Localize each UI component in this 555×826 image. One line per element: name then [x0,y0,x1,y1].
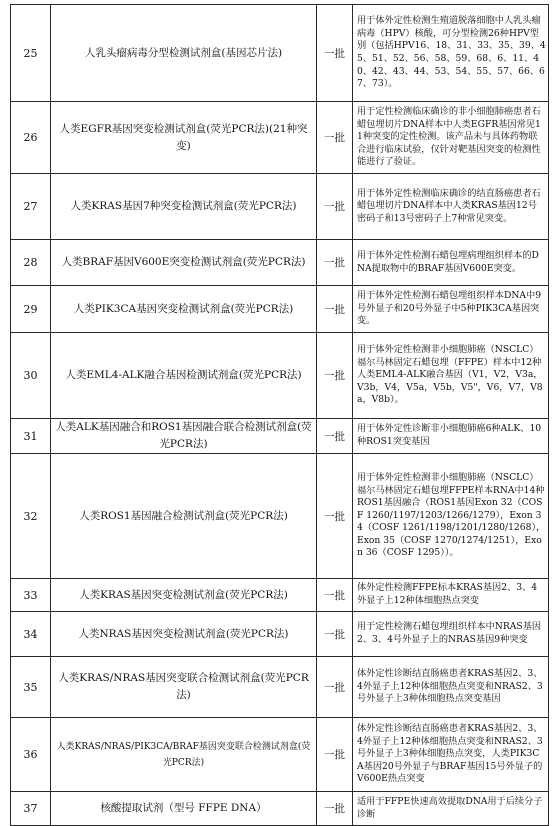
intended-use: 用于体外定性检测生殖道脱落细胞中人乳头瘤病毒（HPV）核酸，可分型检测26种HPV型别（包括HPV16、18、31、33、35、39、45、51、52、56、58、59、68、6、11、40、42、43、44、53、54、55、57、66、67、73）。 [353,5,549,102]
intended-use: 用于体外定性诊断非小细胞肺癌6种ALK、10种ROS1突变基因 [353,419,549,454]
row-number: 29 [11,286,51,333]
table-row [11,579,549,612]
row-number: 26 [11,102,51,174]
table-row [11,174,549,240]
unit-cell: 一批 [317,240,353,286]
table-row [11,102,549,174]
unit-cell: 一批 [317,612,353,657]
unit-cell: 一批 [317,174,353,240]
reagent-table [10,4,549,826]
intended-use: 用于体外定性检测石蜡包埋组织样本DNA中9号外显子和20号外显子中5种PIK3CA基因突变。 [353,286,549,333]
intended-use: 适用于FFPE快速高效提取DNA用于后续分子诊断 [353,792,549,826]
intended-use: 体外定性诊断结直肠癌患者KRAS基因2、3、4外显子上12种体细胞热点突变和NRAS2、3号外显子上3种体细胞热点突变基因 [353,657,549,718]
row-number: 31 [11,419,51,454]
product-name: 人类BRAF基因V600E突变检测试剂盒(荧光PCR法) [51,240,317,286]
intended-use: 用于体外定性检测石蜡包埋病理组织样本的DNA提取物中的BRAF基因V600E突变。 [353,240,549,286]
unit-cell: 一批 [317,286,353,333]
row-number: 33 [11,579,51,612]
row-number: 25 [11,5,51,102]
product-name: 人乳头瘤病毒分型检测试剂盒(基因芯片法) [51,5,317,102]
unit-cell: 一批 [317,419,353,454]
intended-use: 用于体外定性检测临床确诊的结直肠癌患者石蜡包埋切片DNA样本中人类KRAS基因12号密码子和13号密码子上7种常见突变。 [353,174,549,240]
product-name: 人类EML4-ALK融合基因检测试剂盒(荧光PCR法) [51,333,317,419]
table-row [11,419,549,454]
row-number: 35 [11,657,51,718]
row-number: 27 [11,174,51,240]
unit-cell: 一批 [317,792,353,826]
row-number: 32 [11,454,51,579]
unit-cell: 一批 [317,657,353,718]
product-name: 人类ALK基因融合和ROS1基因融合联合检测试剂盒(荧光PCR法) [51,419,317,454]
product-name: 人类EGFR基因突变检测试剂盒(荧光PCR法)(21种突变) [51,102,317,174]
table-row [11,718,549,792]
product-name: 人类KRAS/NRAS基因突变联合检测试剂盒(荧光PCR法) [51,657,317,718]
unit-cell: 一批 [317,102,353,174]
table-row [11,657,549,718]
product-name: 人类ROS1基因融合检测试剂盒(荧光PCR法) [51,454,317,579]
intended-use: 体外定性检测FFPE标本KRAS基因2、3、4外显子上12种体细胞热点突变 [353,579,549,612]
unit-cell: 一批 [317,333,353,419]
intended-use: 用于定性检测临床确诊的非小细胞肺癌患者石蜡包埋切片DNA样本中人类EGFR基因常见11种突变的定性检测。该产品未与具体药物联合进行临床试验，仅针对靶基因突变的检测性能进行了验证。 [353,102,549,174]
product-name: 核酸提取试剂（型号 FFPE DNA） [51,792,317,826]
intended-use: 用于体外定性检测非小细胞肺癌（NSCLC）福尔马林固定石蜡包埋FFPE样本RNA中14种ROS1基因融合（ROS1基因Exon 32（COSF 1260/1197/1203/1266/1279），Exon 34（COSF 1261/1198/1201/1280/1268），Exon 35（COSF 1270/1274/1251），Exon 36（COSF 1295））。 [353,454,549,579]
product-name: 人类KRAS/NRAS/PIK3CA/BRAF基因突变联合检测试剂盒(荧光PCR法) [51,718,317,792]
unit-cell: 一批 [317,454,353,579]
intended-use: 用于定性检测石蜡包埋组织样本中NRAS基因2、3、4号外显子上的NRAS基因9种突变 [353,612,549,657]
row-number: 28 [11,240,51,286]
unit-cell: 一批 [317,579,353,612]
intended-use: 体外定性诊断结直肠癌患者KRAS基因2、3、4外显子上12种体细胞热点突变和NRAS2、3号外显子上3种体细胞热点突变，人类PIK3CA基因20号外显子与BRAF基因15号外显子的V600E热点突变 [353,718,549,792]
unit-cell: 一批 [317,718,353,792]
row-number: 37 [11,792,51,826]
unit-cell: 一批 [317,5,353,102]
table-row [11,286,549,333]
product-name: 人类NRAS基因突变检测试剂盒(荧光PCR法) [51,612,317,657]
product-name: 人类KRAS基因7种突变检测试剂盒(荧光PCR法) [51,174,317,240]
table-row [11,612,549,657]
table-row [11,333,549,419]
row-number: 36 [11,718,51,792]
intended-use: 用于体外定性检测非小细胞肺癌（NSCLC）福尔马林固定石蜡包埋（FFPE）样本中12种人类EML4-ALK融合基因（V1，V2，V3a，V3b，V4，V5a，V5b，V5"，V6，V7，V8a，V8b）。 [353,333,549,419]
table-row [11,5,549,102]
table-row [11,240,549,286]
table-row [11,454,549,579]
row-number: 30 [11,333,51,419]
product-name: 人类KRAS基因突变检测试剂盒(荧光PCR法) [51,579,317,612]
product-name: 人类PIK3CA基因突变检测试剂盒(荧光PCR法) [51,286,317,333]
table-row [11,792,549,826]
row-number: 34 [11,612,51,657]
